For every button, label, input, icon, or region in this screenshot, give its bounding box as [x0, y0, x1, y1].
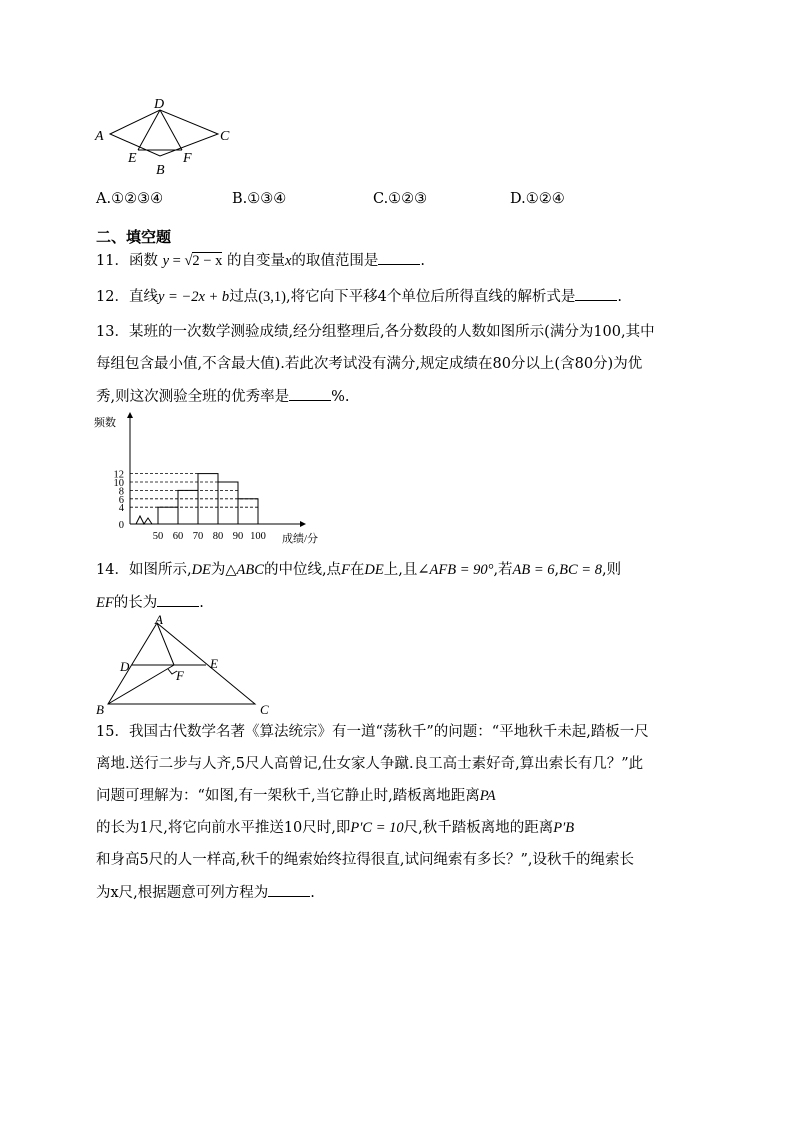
question-13-line-1: 13．某班的一次数学测验成绩,经分组整理后,各分数段的人数如图所示(满分为100,其中: [96, 324, 655, 340]
sqrt-symbol: √: [184, 253, 193, 269]
histogram-bar: [158, 507, 178, 524]
triangle-label-f: F: [176, 668, 184, 683]
option-d: D.①②④: [510, 191, 565, 207]
x-tick-label: 90: [232, 531, 244, 542]
question-15-line-5: 和身高5尺的人一样高,秋千的绳索始终拉得很直,试问绳索有多长？”,设秋千的绳索长: [96, 852, 634, 868]
q13-answer-blank[interactable]: [289, 386, 331, 401]
x-tick-label: 80: [212, 531, 224, 542]
histogram-chart: [90, 410, 330, 550]
question-11: 11．函数 y = √2 − x 的自变量x的取值范围是 .: [96, 250, 425, 271]
option-b: B.①③④: [232, 191, 287, 207]
rhombus-label-b: B: [156, 163, 165, 178]
histogram-bar: [238, 499, 258, 524]
y-tick-label: 6: [118, 494, 124, 506]
y-tick-label: 4: [118, 503, 124, 515]
triangle-label-c: C: [260, 702, 269, 717]
question-15-line-2: 离地.送行二步与人齐,5尺人高曾记,仕女家人争蹴.良工高士素好奇,算出索长有几？”此: [96, 756, 644, 772]
histogram-bar: [218, 482, 238, 524]
x-tick-label: 70: [192, 531, 204, 542]
y-axis-arrow: [127, 412, 133, 418]
option-a: A.①②③④: [96, 191, 164, 207]
y-tick-label: 10: [113, 478, 124, 489]
rhombus-label-c: C: [220, 129, 230, 144]
question-15-line-4: 的长为1尺,将它向前水平推送10尺时,即P′C = 10尺,秋千踏板离地的距离P′B: [96, 820, 575, 836]
q15-answer-blank[interactable]: [268, 882, 310, 897]
option-c: C.①②③: [373, 191, 428, 207]
x-axis-label: 成绩/分: [282, 533, 319, 545]
question-15-line-3: 问题可理解为：“如图,有一架秋千,当它静止时,踏板离地距离PA: [96, 788, 496, 804]
rhombus-label-d: D: [154, 97, 165, 112]
q11-number: 11．: [96, 253, 129, 269]
question-13-line-2: 每组包含最小值,不含最大值).若此次考试没有满分,规定成绩在80分以上(含80分)为优: [96, 356, 643, 372]
question-13-line-3: 秀,则这次测验全班的优秀率是 %.: [96, 386, 350, 407]
x-tick-label: 50: [152, 531, 164, 542]
question-14-line-1: 14．如图所示,DE为△ABC的中位线,点F在DE上,且∠AFB = 90°,若AB = 6,BC = 8,则: [96, 562, 622, 578]
q11-answer-blank[interactable]: [378, 250, 420, 265]
x-axis-arrow: [300, 521, 306, 527]
rhombus-label-a: A: [95, 129, 104, 144]
y-tick-label: 12: [113, 469, 124, 481]
triangle-figure: [90, 614, 280, 718]
section-title: 二、填空题: [96, 228, 172, 246]
axis-break: [136, 516, 152, 524]
rhombus-label-e: E: [128, 151, 137, 166]
question-12: 12．直线y = −2x + b过点(3,1),将它向下平移4个单位后所得直线的解析式是 .: [96, 286, 622, 307]
question-14-line-2: EF的长为 .: [96, 592, 204, 613]
x-tick-label: 60: [172, 531, 184, 542]
q12-answer-blank[interactable]: [575, 286, 617, 301]
q14-answer-blank[interactable]: [157, 592, 199, 607]
question-15-line-6: 为x尺,根据题意可列方程为 .: [96, 882, 315, 903]
y-axis-label: 频数: [94, 417, 116, 429]
triangle-label-e: E: [210, 656, 218, 671]
triangle-label-b: B: [96, 702, 104, 717]
triangle-label-a: A: [155, 614, 163, 627]
y-tick-label: 0: [118, 520, 124, 531]
x-tick-label: 100: [250, 531, 266, 542]
rhombus-figure: [90, 94, 240, 178]
rhombus-label-f: F: [183, 151, 192, 166]
question-15-line-1: 15．我国古代数学名著《算法统宗》有一道“荡秋千”的问题：“平地秋千未起,踏板一尺: [96, 724, 649, 740]
triangle-label-d: D: [120, 659, 130, 674]
y-tick-label: 8: [118, 486, 124, 498]
